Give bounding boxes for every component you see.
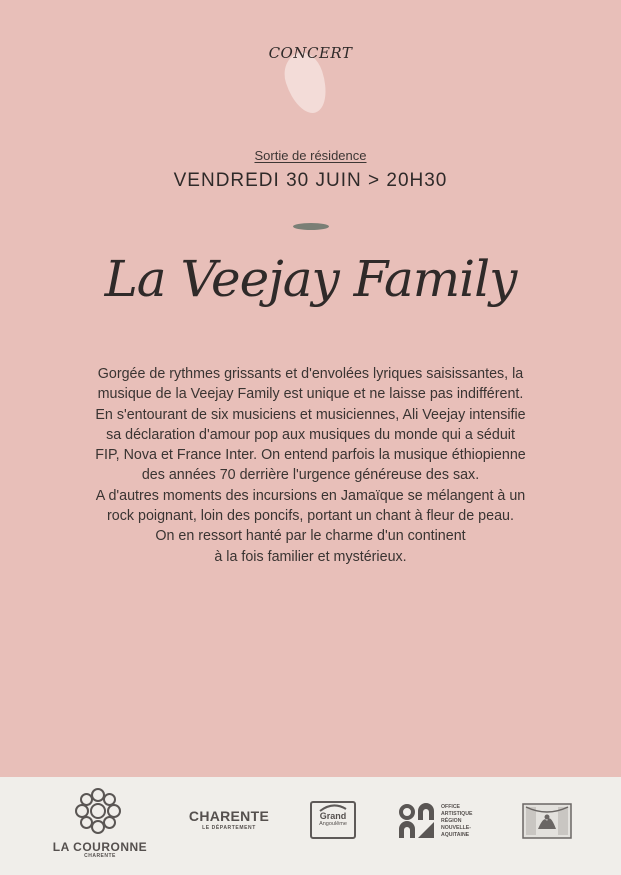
event-description	[20, 364, 601, 567]
oara-line: NOUVELLE-	[441, 825, 471, 831]
grand-angouleme-text	[310, 812, 356, 828]
description-line: rock poignant, loin des poncifs, portant un chant à fleur de peau.	[107, 508, 514, 525]
la-couronne-icon	[72, 785, 124, 837]
description-line: A d'autres moments des incursions en Jamaïque se mélangent à un	[95, 487, 526, 504]
description-line: sa déclaration d'amour pop aux musiques du monde qui a séduit	[106, 426, 515, 443]
charente-name: CHARENTE	[188, 808, 270, 824]
grand-angouleme-line2: Angoulême	[319, 821, 347, 827]
description-line: En s'entourant de six musiciens et musiciennes, Ali Veejay intensifie	[95, 406, 526, 423]
grand-angouleme-line1: Grand	[319, 811, 347, 821]
oara-line: AQUITAINE	[441, 832, 470, 838]
description-line: Gorgée de rythmes grissants et d'envolées lyriques saisissantes, la	[97, 366, 524, 382]
description-line: des années 70 derrière l'urgence généreuse des sax.	[141, 467, 480, 484]
oara-line: ARTISTIQUE	[441, 811, 473, 817]
divider-dash	[293, 223, 329, 230]
partner-logo-icon	[522, 803, 572, 839]
event-type-label: CONCERT	[268, 44, 353, 62]
charente-sub: LE DÉPARTEMENT	[202, 825, 256, 831]
description-line: FIP, Nova et France Inter. On entend parfois la musique éthiopienne	[95, 447, 526, 464]
oara-line: OFFICE	[441, 804, 461, 810]
oara-text	[441, 804, 491, 839]
la-couronne-sub: CHARENTE	[84, 853, 116, 859]
description-line: musique de la Veejay Family est unique et ne laisse pas indifférent.	[97, 386, 524, 403]
oara-icon	[398, 802, 436, 840]
description-line: à la fois familier et mystérieux.	[214, 548, 407, 565]
la-couronne-name: LA COURONNE	[52, 840, 148, 854]
oara-line: RÉGION	[441, 818, 462, 824]
event-subtitle: Sortie de résidence	[254, 148, 367, 163]
event-date: VENDREDI 30 JUIN > 20H30	[173, 170, 448, 191]
description-line: On en ressort hanté par le charme d'un continent	[155, 528, 466, 545]
event-title: La Veejay Family	[104, 250, 517, 308]
